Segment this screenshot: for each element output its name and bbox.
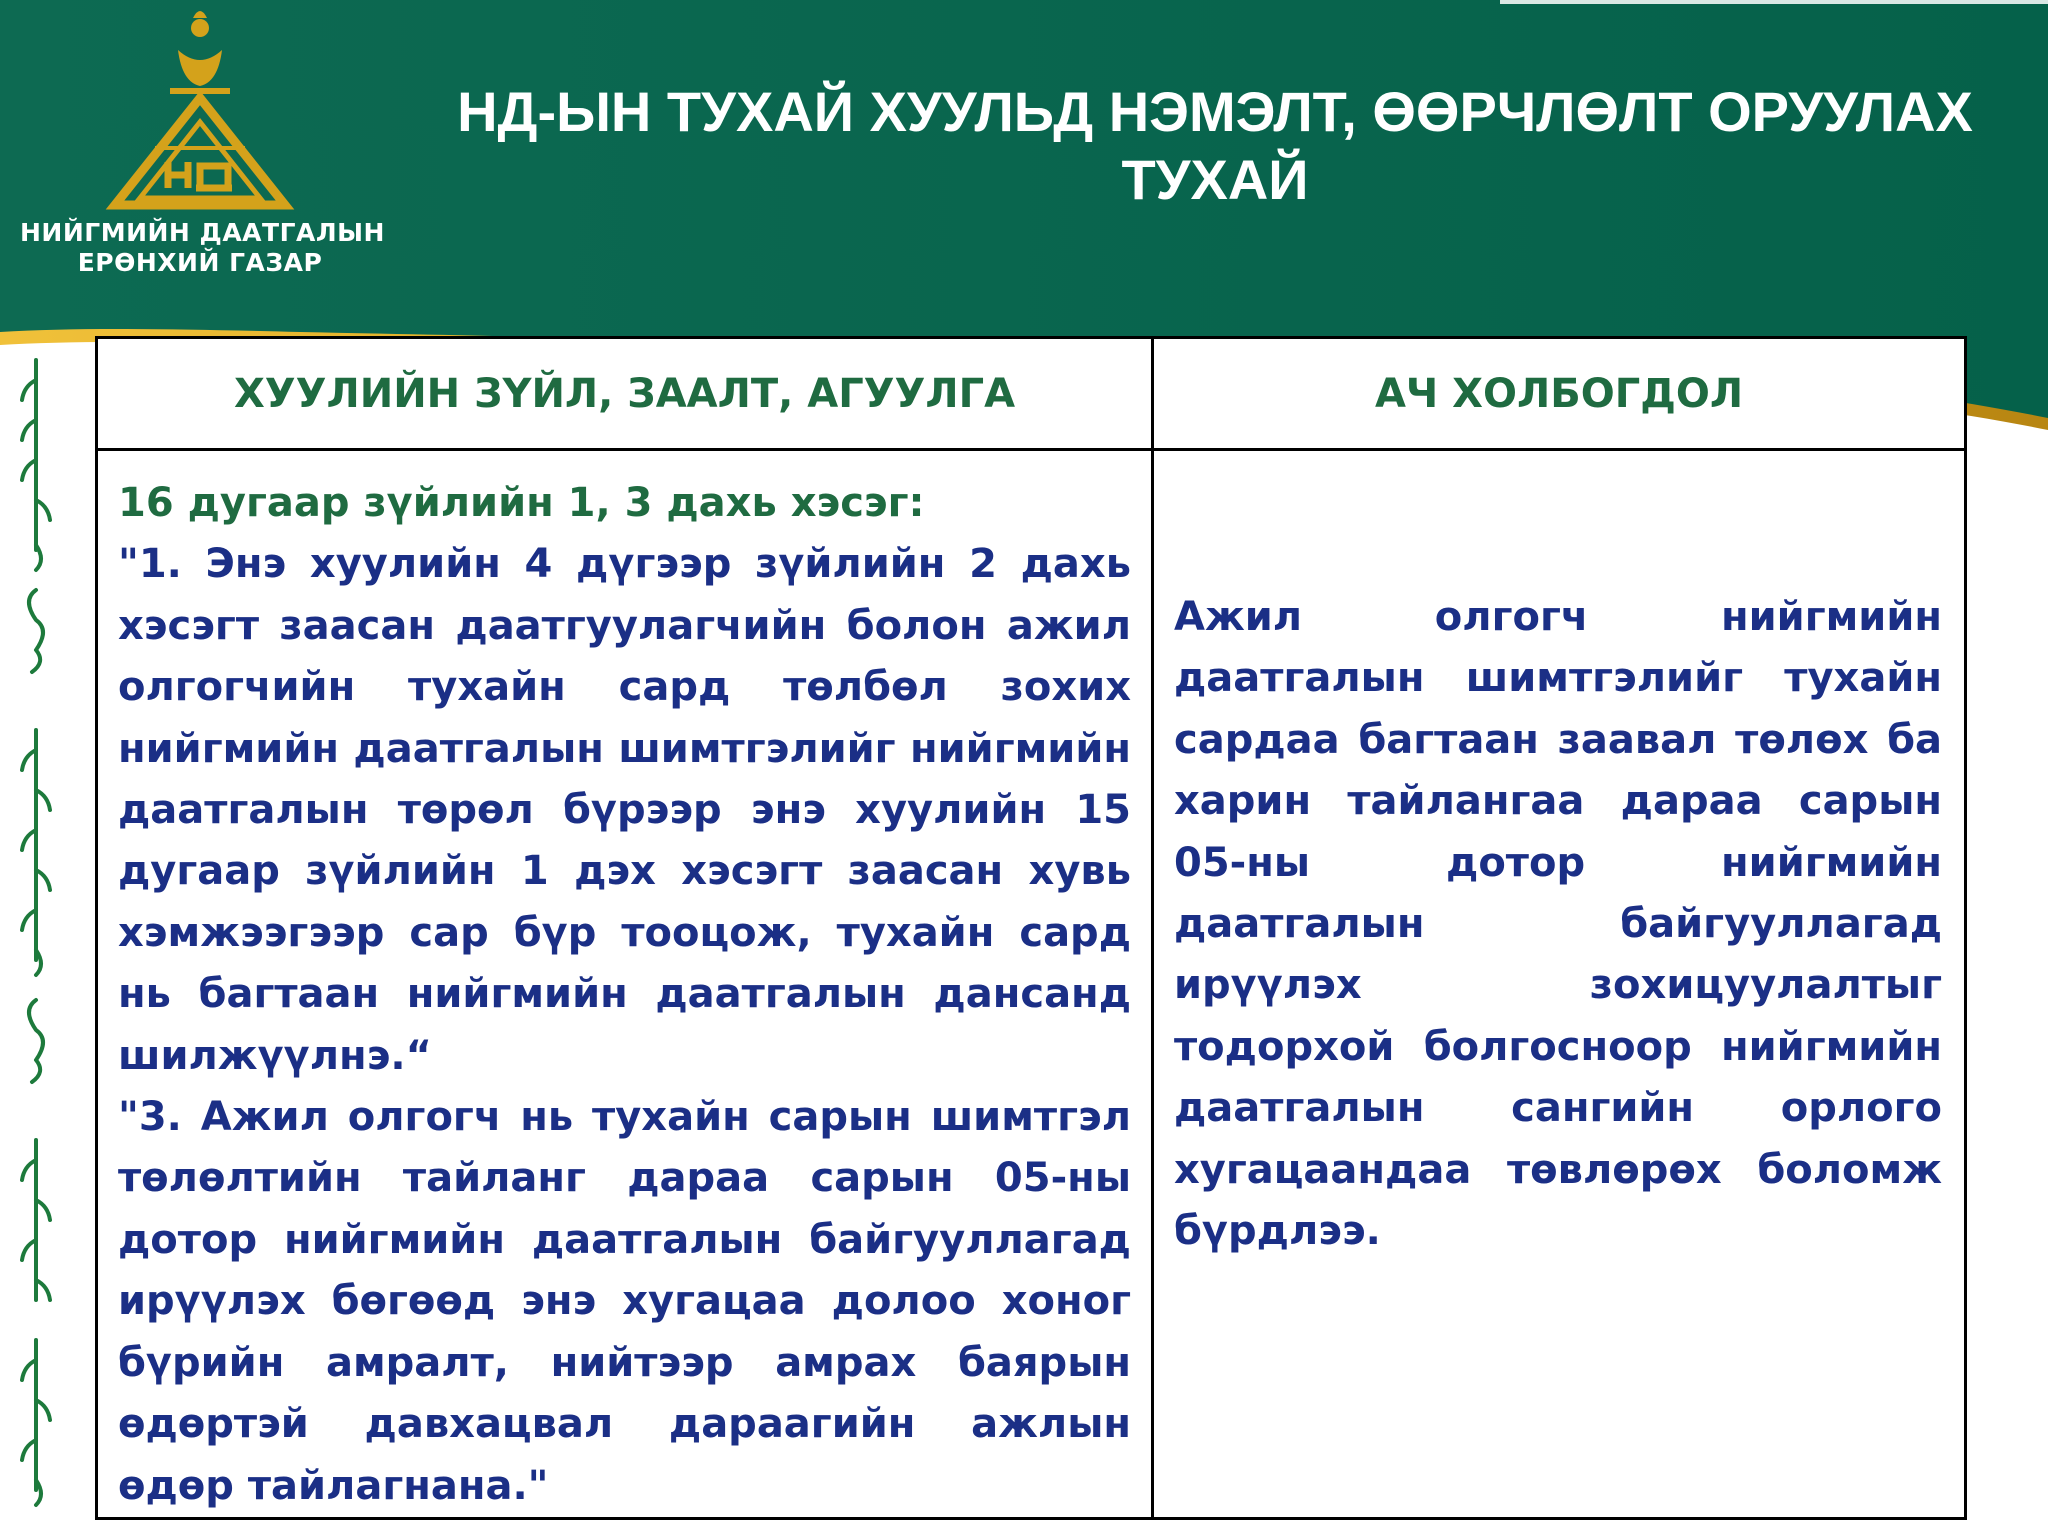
mongolian-script-decoration-icon xyxy=(0,340,70,1520)
significance-text: Ажил олгогч нийгмийн даатгалын шимтгэлийг тухайн сардаа багтаан заавал төлөх ба харин тайлангаа дараа сарын 05-ны дотор нийгмийн даатгалын байгууллагад ирүүлэх зохицуулалтыг тодорхой болгосноор нийгмийн даатгалын сангийн орлого хугацаандаа төвлөрөх боломж бүрдлээ. xyxy=(1174,594,1942,1255)
logo-text-line1: НИЙГМИЙН ДААТГАЛЫН xyxy=(20,218,385,247)
significance-cell xyxy=(1153,450,1966,1519)
logo-text-line2: ЕРӨНХИЙ ГАЗАР xyxy=(77,248,323,277)
article-paragraph-1: "1. Энэ хуулийн 4 дүгээр зүйлийн 2 дахь хэсэгт заасан даатгуулагчийн болон ажил олгогчийн тухайн сард төлбөл зохих нийгмийн даатгалын шимтгэлийг нийгмийн даатгалын төрөл бүрээр энэ хуулийн 15 дугаар зүйлийн 1 дэх хэсэгт заасан хувь хэмжээгээр сар бүр тооцож, тухайн сард нь багтаан нийгмийн даатгалын дансанд шилжүүлнэ.“ xyxy=(118,541,1131,1079)
organization-logo xyxy=(20,10,385,280)
content-table xyxy=(95,336,1967,1520)
soyombo-pyramid-emblem-icon xyxy=(100,10,300,215)
page-title: НД-ЫН ТУХАЙ ХУУЛЬД НЭМЭЛТ, ӨӨРЧЛӨЛТ ОРУУЛАХ ТУХАЙ xyxy=(457,80,1973,211)
table-header-row xyxy=(97,338,1966,450)
law-article-cell xyxy=(97,450,1153,1519)
article-paragraph-3: "3. Ажил олгогч нь тухайн сарын шимтгэл төлөлтийн тайланг дараа сарын 05-ны дотор нийгмийн даатгалын байгууллагад ирүүлэх бөгөөд энэ хугацаа долоо хоног бүрийн амралт, нийтээр амрах баярын өдөртэй давхацвал дараагийн ажлын өдөр тайлагнана." xyxy=(118,1094,1131,1509)
header-cell-significance: АЧ ХОЛБОГДОЛ xyxy=(1153,338,1966,450)
table-row xyxy=(97,450,1966,1519)
header-cell-law-article: ХУУЛИЙН ЗҮЙЛ, ЗААЛТ, АГУУЛГА xyxy=(97,338,1153,450)
article-heading: 16 дугаар зүйлийн 1, 3 дахь хэсэг: xyxy=(118,480,925,526)
